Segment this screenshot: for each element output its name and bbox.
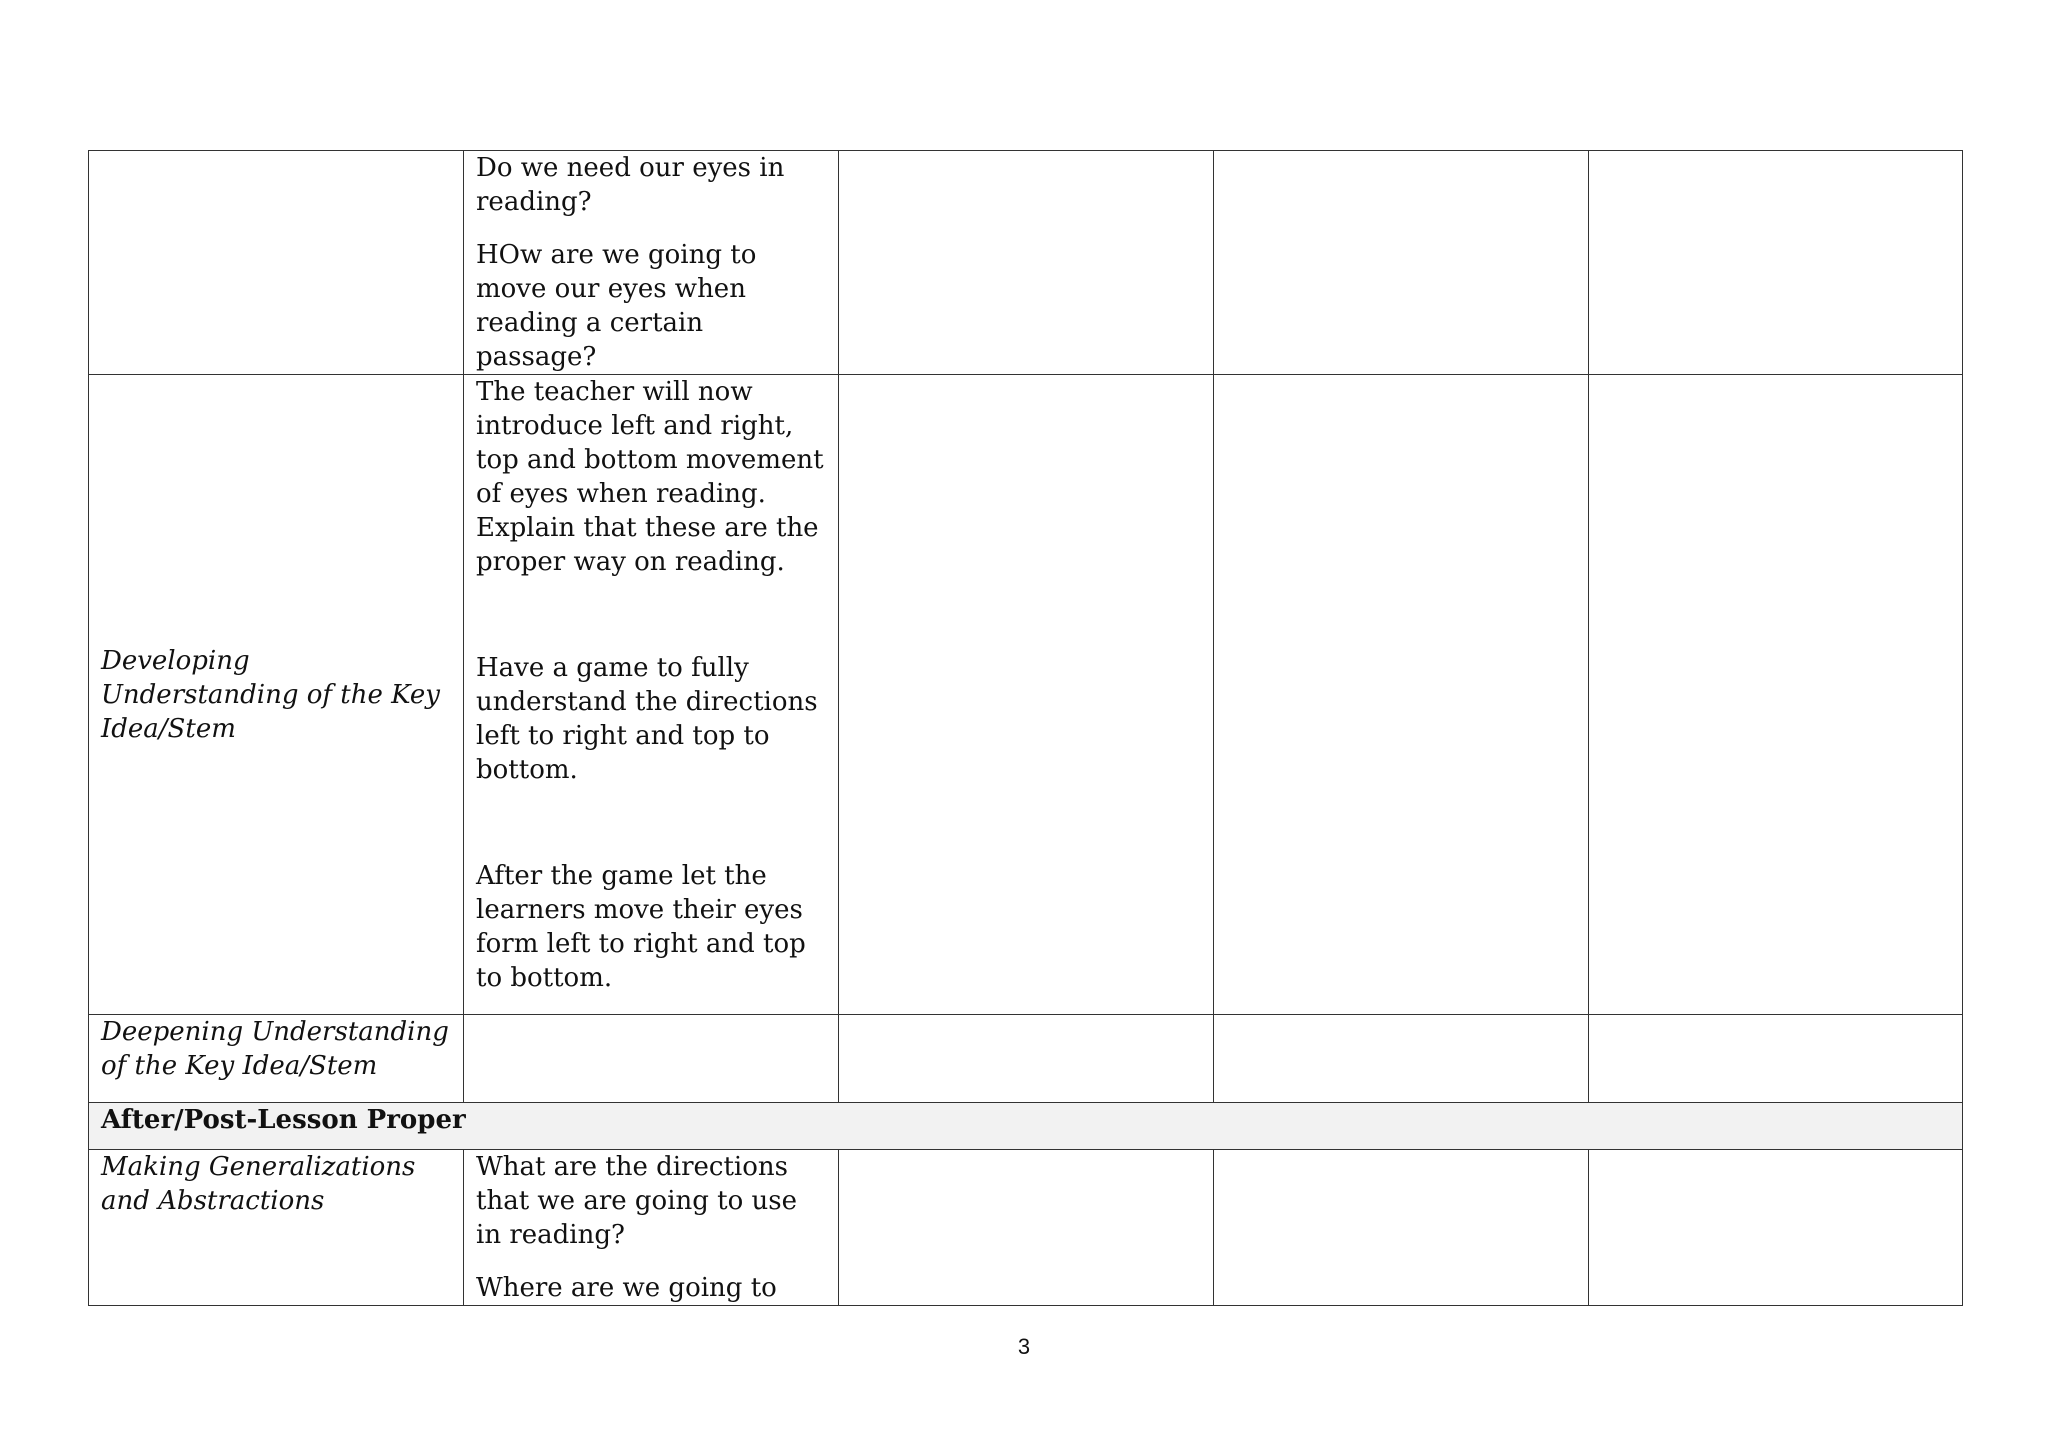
content-paragraph: HOw are we going to move our eyes when reading a certain passage? xyxy=(476,240,757,372)
empty-cell xyxy=(1589,1150,1963,1306)
empty-cell xyxy=(1589,151,1963,375)
empty-cell xyxy=(1214,375,1589,1015)
section-header-row xyxy=(89,1103,1963,1150)
lesson-plan-table xyxy=(88,150,1963,1306)
row-label-cell: Deepening Understanding of the Key Idea/Stem xyxy=(89,1015,464,1103)
row-label-cell: Developing Understanding of the Key Idea/Stem xyxy=(89,375,464,1015)
empty-cell xyxy=(1589,375,1963,1015)
table-row xyxy=(89,1015,1963,1103)
row-label-cell: Making Generalizations and Abstractions xyxy=(89,1150,464,1306)
table-row xyxy=(89,375,1963,1015)
empty-cell xyxy=(839,1150,1214,1306)
row-label-cell xyxy=(89,151,464,375)
table-row xyxy=(89,151,1963,375)
section-header: After/Post-Lesson Proper xyxy=(89,1103,1963,1150)
content-paragraph: Have a game to fully understand the directions left to right and top to bottom. xyxy=(476,653,818,785)
content-paragraph: Do we need our eyes in reading? xyxy=(476,153,785,217)
table-row xyxy=(89,1150,1963,1306)
content-paragraph: What are the directions that we are going to use in reading? xyxy=(476,1152,798,1250)
content-paragraph: The teacher will now introduce left and right, top and bottom movement of eyes when reading. Explain that these are the proper way on reading. xyxy=(476,377,824,577)
content-paragraph: After the game let the learners move their eyes form left to right and top to bottom. xyxy=(476,861,806,993)
content-cell xyxy=(464,375,839,1015)
empty-cell xyxy=(1214,1015,1589,1103)
empty-cell xyxy=(1214,151,1589,375)
empty-cell xyxy=(839,151,1214,375)
empty-cell xyxy=(464,1015,839,1103)
page-number: 3 xyxy=(1017,1334,1031,1359)
empty-cell xyxy=(1214,1150,1589,1306)
content-cell xyxy=(464,1150,839,1306)
content-cell xyxy=(464,151,839,375)
empty-cell xyxy=(1589,1015,1963,1103)
empty-cell xyxy=(839,1015,1214,1103)
empty-cell xyxy=(839,375,1214,1015)
content-paragraph: Where are we going to xyxy=(476,1273,777,1303)
